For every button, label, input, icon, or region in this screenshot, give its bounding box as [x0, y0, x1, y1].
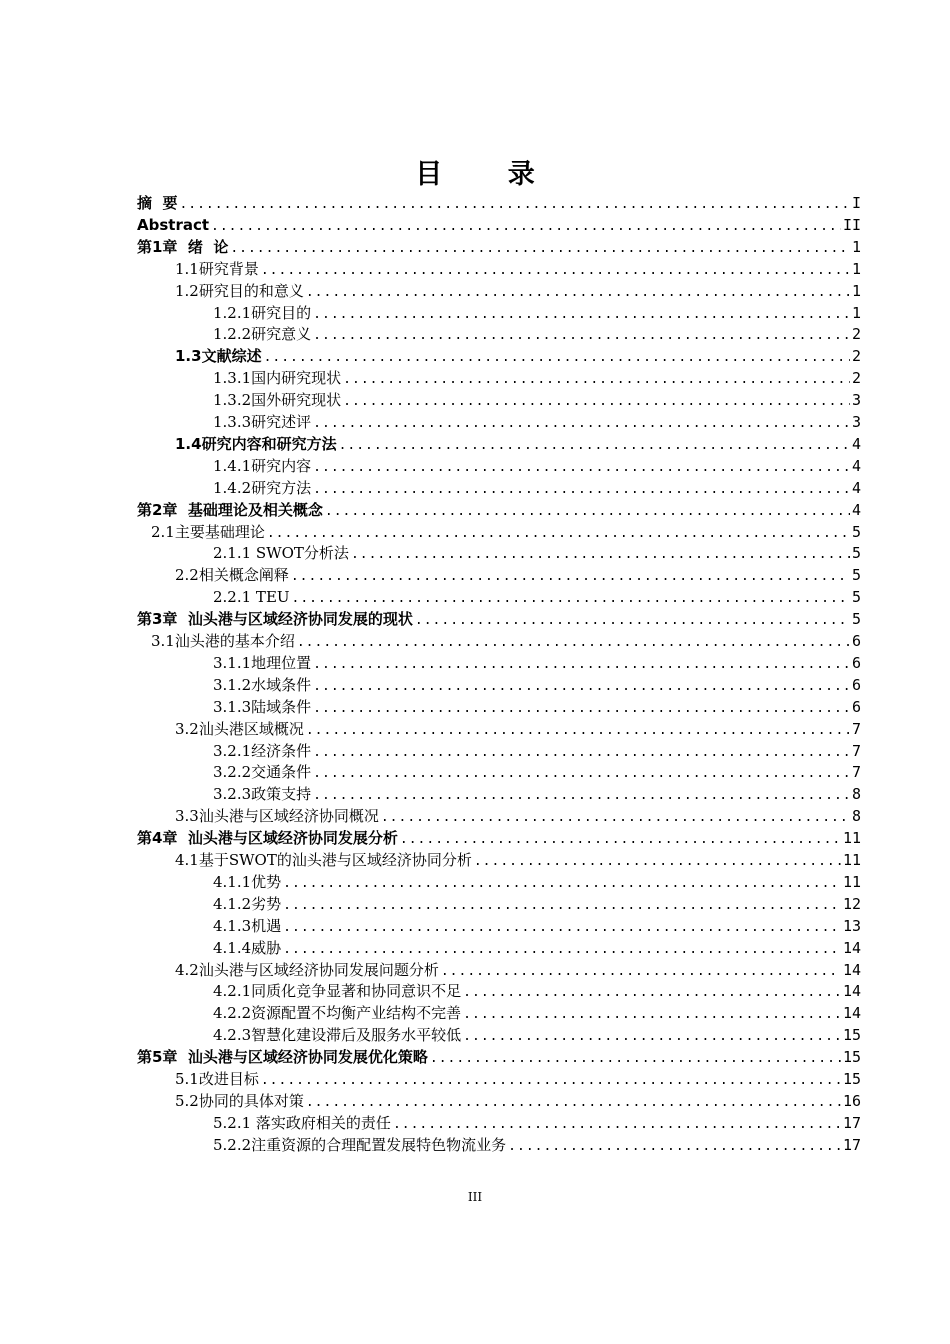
toc-entry[interactable]	[213, 893, 861, 915]
toc-entry-label: 4.2汕头港与区域经济协同发展问题分析	[175, 960, 439, 979]
toc-entry-page-number: 8	[851, 785, 861, 804]
toc-entry-page-number: 4	[851, 478, 861, 497]
toc-entry-label: 4.1.2劣势	[213, 894, 282, 913]
toc-leader-dots	[508, 1136, 841, 1156]
toc-entry[interactable]	[213, 389, 861, 411]
toc-entry[interactable]	[175, 805, 861, 827]
toc-entry-label: 2.1主要基础理论	[151, 522, 265, 541]
toc-entry[interactable]	[213, 542, 861, 564]
toc-entry[interactable]	[213, 652, 861, 674]
toc-entry-page-number: 3	[851, 391, 861, 410]
toc-entry-label: 3.2汕头港区域概况	[175, 719, 304, 738]
toc-entry-page-number: 11	[842, 851, 861, 869]
toc-entry[interactable]	[137, 236, 861, 258]
toc-entry-page-number: 11	[842, 872, 861, 891]
toc-leader-dots	[283, 939, 841, 959]
toc-entry[interactable]	[137, 608, 861, 630]
toc-entry[interactable]	[213, 586, 861, 608]
toc-entry[interactable]	[175, 433, 861, 455]
toc-entry-label: 3.2.1经济条件	[213, 741, 312, 760]
toc-entry-page-number: 5	[851, 522, 861, 541]
toc-entry[interactable]	[213, 1024, 861, 1046]
toc-entry[interactable]	[213, 740, 861, 762]
toc-leader-dots	[313, 479, 850, 499]
toc-entry-label: 1.3.1国内研究现状	[213, 369, 342, 388]
toc-entry-page-number: 14	[842, 960, 861, 979]
toc-leader-dots	[393, 1114, 841, 1134]
toc-leader-dots	[283, 873, 841, 893]
toc-entry[interactable]	[151, 521, 861, 543]
toc-entry[interactable]	[213, 915, 861, 937]
toc-entry-label: 5.1改进目标	[175, 1070, 259, 1088]
toc-entry-page-number: 17	[842, 1113, 861, 1132]
toc-entry[interactable]	[213, 367, 861, 389]
toc-entry-label: 1.3文献综述	[175, 347, 262, 366]
toc-leader-dots	[261, 1070, 841, 1090]
toc-entry-page-number: 11	[842, 829, 861, 848]
toc-entry-page-number: II	[842, 215, 861, 234]
toc-entry-page-number: 4	[851, 434, 861, 453]
toc-entry-label: 1.4.1研究内容	[213, 456, 312, 475]
toc-entry-label: 1.3.2国外研究现状	[213, 391, 342, 410]
toc-leader-dots	[463, 982, 841, 1002]
toc-entry[interactable]	[213, 302, 861, 324]
toc-leader-dots	[313, 785, 850, 805]
toc-entry[interactable]	[213, 1112, 861, 1134]
toc-entry[interactable]	[151, 630, 861, 652]
toc-leader-dots	[441, 961, 841, 981]
toc-entry-page-number: 5	[851, 566, 861, 585]
toc-entry-label: 1.4研究内容和研究方法	[175, 434, 337, 453]
toc-entry-label: 3.2.2交通条件	[213, 763, 312, 782]
toc-leader-dots	[283, 895, 841, 915]
toc-entry-page-number: 2	[851, 347, 861, 366]
toc-entry-page-number: 4	[851, 456, 861, 475]
toc-entry[interactable]	[175, 849, 861, 871]
toc-entry-page-number: 1	[851, 237, 861, 256]
toc-entry[interactable]	[175, 959, 861, 981]
toc-entry[interactable]	[213, 783, 861, 805]
toc-entry-page-number: 7	[851, 741, 861, 760]
toc-leader-dots	[283, 917, 841, 937]
toc-leader-dots	[313, 325, 850, 345]
toc-entry[interactable]	[175, 564, 861, 586]
toc-entry[interactable]	[137, 499, 861, 521]
toc-entry-page-number: 1	[851, 303, 861, 322]
toc-entry-label: 3.2.3政策支持	[213, 785, 312, 804]
toc-entry-label: 4.2.1同质化竞争显著和协同意识不足	[213, 982, 462, 1001]
toc-entry-label: 2.2.1 TEU	[213, 588, 290, 607]
toc-entry-label: 3.3汕头港与区域经济协同概况	[175, 807, 379, 826]
toc-entry[interactable]	[137, 192, 861, 214]
toc-entry-page-number: 1	[851, 259, 861, 278]
toc-entry-label: 3.1.3陆域条件	[213, 697, 312, 716]
toc-leader-dots	[292, 588, 850, 608]
toc-entry[interactable]	[137, 214, 861, 236]
toc-entry-label: 摘 要	[137, 194, 178, 212]
toc-leader-dots	[264, 347, 850, 367]
toc-entry-page-number: 14	[842, 938, 861, 957]
toc-entry-page-number: 7	[851, 719, 861, 738]
toc-entry-page-number: 2	[851, 369, 861, 388]
toc-entry-page-number: 5	[851, 588, 861, 607]
toc-leader-dots	[313, 304, 850, 324]
toc-leader-dots	[474, 851, 841, 871]
toc-entry-page-number: 6	[851, 653, 861, 672]
toc-entry[interactable]	[137, 1046, 861, 1068]
toc-entry[interactable]	[213, 455, 861, 477]
toc-entry-page-number: 15	[842, 1048, 861, 1067]
toc-leader-dots	[313, 742, 850, 762]
toc-entry-page-number: 17	[842, 1135, 861, 1154]
toc-entry-page-number: 14	[842, 982, 861, 1001]
toc-leader-dots	[381, 807, 850, 827]
toc-entry-label: 第2章 基础理论及相关概念	[137, 500, 323, 519]
toc-leader-dots	[430, 1048, 841, 1068]
toc-entry-label: Abstract	[137, 215, 210, 234]
toc-leader-dots	[313, 457, 850, 477]
toc-entry-label: 3.1汕头港的基本介绍	[151, 632, 295, 650]
toc-entry-label: 5.2协同的具体对策	[175, 1091, 304, 1110]
toc-entry[interactable]	[175, 258, 861, 280]
page-title: 目 录	[415, 159, 563, 190]
toc-entry-label: 3.1.2水域条件	[213, 675, 312, 694]
toc-leader-dots	[306, 1092, 841, 1112]
toc-entry-label: 第5章 汕头港与区域经济协同发展优化策略	[137, 1048, 428, 1067]
toc-entry[interactable]	[213, 980, 861, 1002]
toc-leader-dots	[313, 698, 850, 718]
toc-entry[interactable]	[175, 1068, 861, 1090]
toc-entry-page-number: 6	[851, 697, 861, 716]
toc-entry-label: 5.2.2注重资源的合理配置发展特色物流业务	[213, 1135, 507, 1154]
toc-leader-dots	[463, 1026, 841, 1046]
toc-entry-page-number: 14	[842, 1004, 861, 1023]
toc-entry-label: 4.2.2资源配置不均衡产业结构不完善	[213, 1004, 462, 1023]
toc-entry[interactable]	[175, 1090, 861, 1112]
toc-leader-dots	[339, 435, 850, 455]
toc-leader-dots	[400, 829, 841, 849]
toc-entry[interactable]	[213, 411, 861, 433]
toc-entry[interactable]	[213, 1134, 861, 1156]
toc-leader-dots	[306, 282, 850, 302]
toc-leader-dots	[351, 544, 850, 564]
toc-entry-label: 1.4.2研究方法	[213, 478, 312, 497]
toc-leader-dots	[463, 1004, 841, 1024]
toc-entry-page-number: 5	[851, 544, 861, 563]
toc-entry-page-number: 12	[842, 894, 861, 913]
toc-entry-page-number: 8	[851, 807, 861, 826]
toc-leader-dots	[306, 720, 850, 740]
toc-leader-dots	[230, 238, 850, 258]
toc-entry-page-number: 15	[842, 1070, 861, 1088]
toc-leader-dots	[297, 632, 850, 652]
toc-entry[interactable]	[213, 477, 861, 499]
toc-entry-page-number: 13	[842, 916, 861, 935]
toc-entry-label: 1.2.2研究意义	[213, 325, 312, 344]
toc-leader-dots	[261, 260, 850, 280]
toc-entry-page-number: 3	[851, 413, 861, 431]
toc-entry-page-number: 6	[851, 632, 861, 650]
toc-entry-label: 4.1.4威胁	[213, 938, 282, 957]
toc-entry-label: 1.2研究目的和意义	[175, 281, 304, 300]
toc-leader-dots	[313, 676, 850, 696]
toc-entry-page-number: I	[851, 194, 861, 212]
toc-leader-dots	[313, 654, 850, 674]
toc-leader-dots	[291, 566, 850, 586]
toc-entry-label: 2.1.1 SWOT分析法	[213, 544, 349, 563]
toc-entry-page-number: 4	[851, 500, 861, 519]
toc-leader-dots	[313, 763, 850, 783]
toc-entry-label: 1.2.1研究目的	[213, 303, 312, 322]
toc-leader-dots	[415, 610, 850, 630]
toc-entry-label: 5.2.1 落实政府相关的责任	[213, 1113, 391, 1132]
toc-leader-dots	[343, 391, 850, 411]
toc-entry[interactable]	[213, 674, 861, 696]
toc-entry-label: 3.1.1地理位置	[213, 653, 312, 672]
toc-entry-page-number: 1	[851, 281, 861, 300]
toc-entry[interactable]	[175, 345, 861, 367]
toc-entry[interactable]	[213, 937, 861, 959]
toc-entry-page-number: 15	[842, 1026, 861, 1045]
toc-leader-dots	[267, 523, 850, 543]
toc-entry-page-number: 16	[842, 1091, 861, 1110]
toc-entry[interactable]	[213, 871, 861, 893]
toc-entry-page-number: 6	[851, 675, 861, 694]
toc-entry-label: 2.2相关概念阐释	[175, 566, 289, 585]
toc-entry-label: 第1章 绪 论	[137, 237, 229, 256]
toc-entry[interactable]	[213, 1002, 861, 1024]
toc-entry-label: 1.1研究背景	[175, 259, 259, 278]
toc-entry-label: 第3章 汕头港与区域经济协同发展的现状	[137, 610, 413, 629]
toc-entry[interactable]	[175, 280, 861, 302]
toc-entry[interactable]	[137, 827, 861, 849]
toc-entry-page-number: 2	[851, 325, 861, 344]
toc-entry-label: 4.1基于SWOT的汕头港与区域经济协同分析	[175, 851, 472, 869]
toc-entry[interactable]	[213, 761, 861, 783]
footer-page-number: III	[467, 1190, 483, 1204]
toc-leader-dots	[179, 194, 850, 214]
toc-entry[interactable]	[213, 696, 861, 718]
toc-entry-page-number: 7	[851, 763, 861, 782]
toc-entry-label: 4.1.1优势	[213, 872, 282, 891]
toc-leader-dots	[343, 369, 850, 389]
toc-entry-label: 第4章 汕头港与区域经济协同发展分析	[137, 829, 398, 848]
toc-leader-dots	[313, 413, 850, 433]
toc-entry-label: 1.3.3研究述评	[213, 413, 312, 431]
toc-entry-label: 4.2.3智慧化建设滞后及服务水平较低	[213, 1026, 462, 1045]
toc-leader-dots	[325, 501, 850, 521]
toc-entry[interactable]	[175, 718, 861, 740]
toc-leader-dots	[211, 216, 841, 236]
toc-entry[interactable]	[213, 323, 861, 345]
toc-entry-label: 4.1.3机遇	[213, 916, 282, 935]
toc-entry-page-number: 5	[851, 610, 861, 629]
